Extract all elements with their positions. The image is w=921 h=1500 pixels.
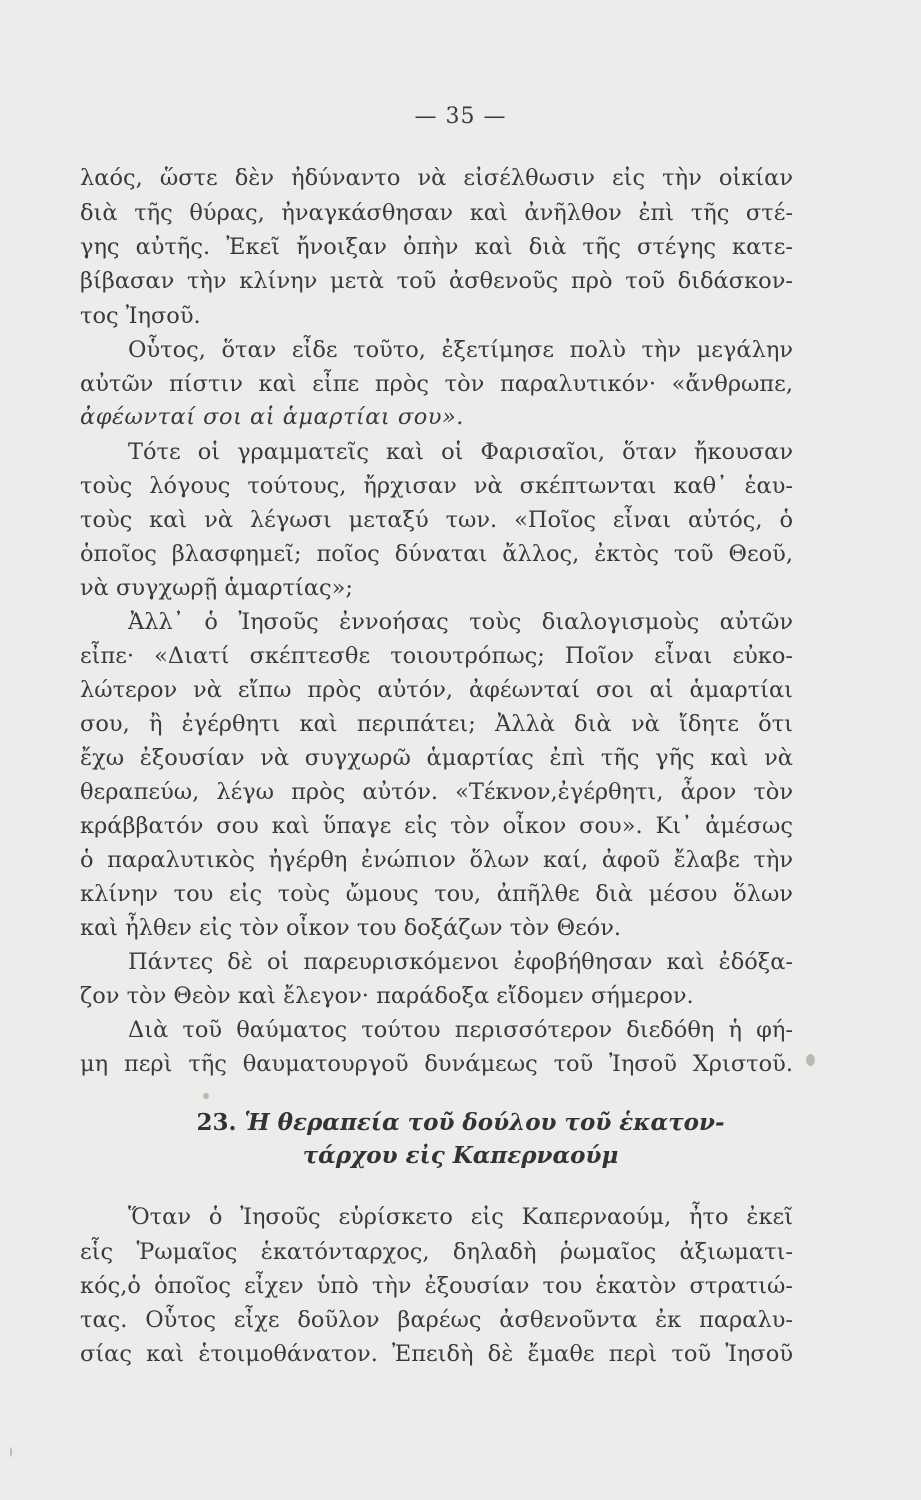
text-line: γης αὐτῆς. Ἐκεῖ ἤνοιξαν ὀπὴν καὶ διὰ τῆς στέγης κατε- <box>80 234 793 260</box>
text-line: λώτερον νὰ εἴπω πρὸς αὐτόν, ἀφέωνταί σοι αἱ ἁμαρτίαι <box>80 677 793 703</box>
text-line: εἷς Ῥωμαῖος ἑκατόνταρχος, δηλαδὴ ῥωμαῖος ἀξιωματι- <box>80 1239 793 1265</box>
text-line: αὐτῶν πίστιν καὶ εἶπε πρὸς τὸν παραλυτικόν· «ἄνθρωπε, <box>80 371 793 397</box>
page-number: — 35 — <box>414 104 507 129</box>
text-line: Διὰ τοῦ θαύματος τούτου περισσότερον διεδόθη ἡ φή- <box>128 1017 793 1043</box>
text-line: κράββατόν σου καὶ ὕπαγε εἰς τὸν οἶκον σου». Κι᾽ ἀμέσως <box>80 813 793 839</box>
text-line: σου, ἢ ἐγέρθητι καὶ περιπάτει; Ἀλλὰ διὰ νὰ ἴδητε ὅτι <box>80 711 793 737</box>
text-line: καὶ ἦλθεν εἰς τὸν οἶκον του δοξάζων τὸν Θεόν. <box>80 915 622 941</box>
text-line: μη περὶ τῆς θαυματουργοῦ δυνάμεως τοῦ Ἰησοῦ Χριστοῦ. <box>80 1051 793 1077</box>
text-line: βίβασαν τὴν κλίνην μετὰ τοῦ ἀσθενοῦς πρὸ τοῦ διδάσκον- <box>80 268 793 294</box>
text-line: διὰ τῆς θύρας, ἠναγκάσθησαν καὶ ἀνῆλθον ἐπὶ τῆς στέ- <box>80 200 793 226</box>
text-line: τοὺς λόγους τούτους, ἤρχισαν νὰ σκέπτωνται καθ᾽ ἑαυ- <box>80 473 793 499</box>
text-line: Τότε οἱ γραμματεῖς καὶ οἱ Φαρισαῖοι, ὅταν ἤκουσαν <box>128 439 793 465</box>
paper-speck <box>806 1054 815 1066</box>
text-line: ἔχω ἐξουσίαν νὰ συγχωρῶ ἁμαρτίας ἐπὶ τῆς γῆς καὶ νὰ <box>80 745 793 771</box>
text-line: ὁποῖος βλασφημεῖ; ποῖος δύναται ἄλλος, ἐκτὸς τοῦ Θεοῦ, <box>80 541 793 567</box>
text-line: κός,ὁ ὁποῖος εἶχεν ὑπὸ τὴν ἐξουσίαν του ἑκατὸν στρατιώ- <box>80 1273 793 1299</box>
section-title-part-2: τάρχου εἰς Καπερναούμ <box>302 1142 619 1169</box>
paper-speck <box>203 1093 209 1099</box>
text-line: Οὗτος, ὅταν εἶδε τοῦτο, ἐξετίμησε πολὺ τὴν μεγάλην <box>128 337 793 363</box>
text-line: ὁ παραλυτικὸς ἠγέρθη ἐνώπιον ὅλων καί, ἀφοῦ ἔλαβε τὴν <box>80 847 793 873</box>
text-line: τος Ἰησοῦ. <box>80 303 201 329</box>
paper-speck <box>10 1447 12 1457</box>
text-line: τας. Οὗτος εἶχε δοῦλον βαρέως ἀσθενοῦντα ἐκ παραλυ- <box>80 1307 793 1333</box>
text-line: νὰ συγχωρῇ ἁμαρτίας»; <box>80 575 353 601</box>
text-line: θεραπεύω, λέγω πρὸς αὐτόν. «Τέκνον,ἐγέρθητι, ἆρον τὸν <box>80 779 793 805</box>
section-number: 23. <box>196 1109 237 1136</box>
text-line: σίας καὶ ἑτοιμοθάνατον. Ἐπειδὴ δὲ ἔμαθε περὶ τοῦ Ἰησοῦ <box>80 1341 793 1367</box>
text-line: εἶπε· «Διατί σκέπτεσθε τοιουτρόπως; Ποῖον εἶναι εὐκο- <box>80 643 793 669</box>
text-line: λαός, ὥστε δὲν ἠδύναντο νὰ εἰσέλθωσιν εἰς τὴν οἰκίαν <box>80 165 793 191</box>
text-line: τοὺς καὶ νὰ λέγωσι μεταξύ των. «Ποῖος εἶναι αὐτός, ὁ <box>80 507 793 533</box>
section-heading-line-1 <box>0 1108 921 1138</box>
text-line: κλίνην του εἰς τοὺς ὤμους του, ἀπῆλθε διὰ μέσου ὅλων <box>80 881 793 907</box>
section-title-part-1: Ἡ θεραπεία τοῦ δούλου τοῦ ἑκατον- <box>244 1109 725 1136</box>
section-heading-line-2 <box>0 1141 921 1171</box>
text-line: Ἀλλ᾽ ὁ Ἰησοῦς ἐννοήσας τοὺς διαλογισμοὺς αὐτῶν <box>128 609 793 635</box>
text-line: Ὅταν ὁ Ἰησοῦς εὑρίσκετο εἰς Καπερναούμ, ἦτο ἐκεῖ <box>128 1204 793 1230</box>
text-line: ζον τὸν Θεὸν καὶ ἔλεγον· παράδοξα εἴδομεν σήμερον. <box>80 983 694 1009</box>
text-line: Πάντες δὲ οἱ παρευρισκόμενοι ἐφοβήθησαν καὶ ἐδόξα- <box>128 949 793 975</box>
text-line: ἀφέωνταί σοι αἱ ἁμαρτίαι σου». <box>80 404 464 430</box>
